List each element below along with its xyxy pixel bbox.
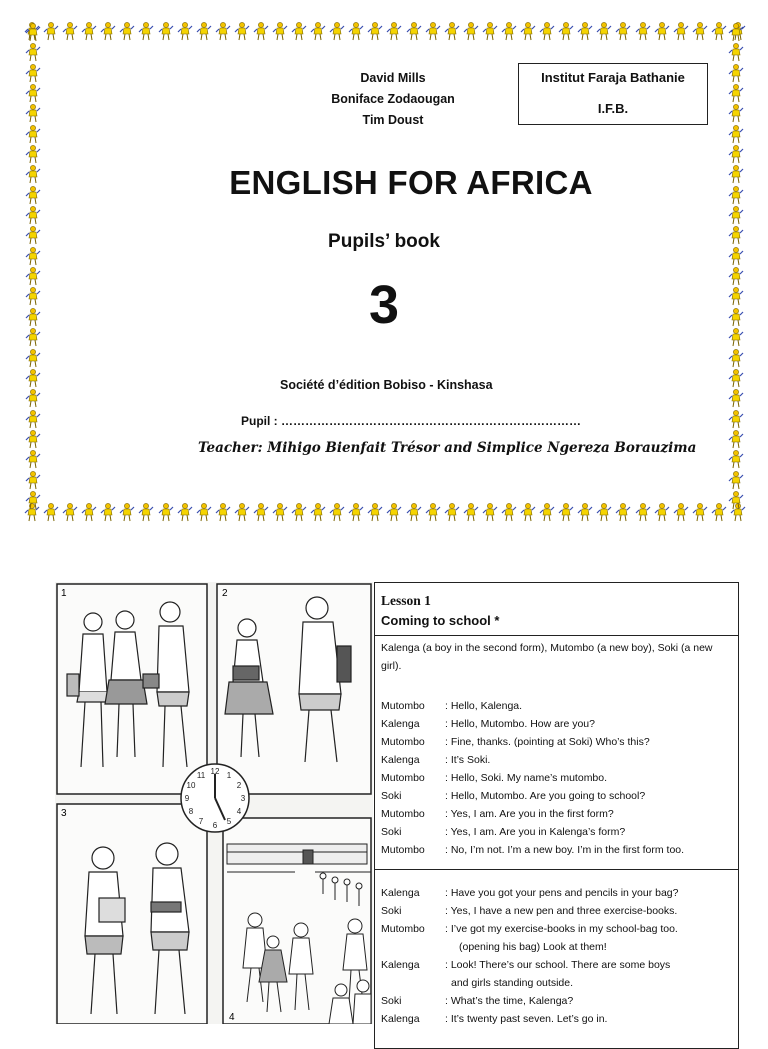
- dialogue-line: [381, 884, 732, 902]
- lesson-intro: Kalenga (a boy in the second form), Mutombo (a new boy), Soki (a new girl).: [381, 642, 713, 672]
- dialogue-section-1: [375, 636, 738, 870]
- border-ornament-icon: [25, 63, 41, 83]
- border-ornament-icon: [25, 205, 41, 225]
- speaker-name: Mutombo: [381, 923, 425, 935]
- border-ornament-icon: [596, 502, 612, 522]
- border-ornament-icon: [425, 21, 441, 41]
- speaker-name: Mutombo: [381, 844, 425, 856]
- dialogue-line: [381, 733, 732, 751]
- panel-number: 1: [61, 588, 67, 599]
- border-left: [25, 22, 43, 510]
- clock-numeral: 2: [236, 781, 242, 790]
- dialogue-1: [375, 697, 738, 859]
- author-name: David Mills: [360, 71, 426, 85]
- dialogue-text-main: : I’ve got my exercise-books in my school-bag too.: [445, 923, 678, 935]
- border-ornament-icon: [444, 21, 460, 41]
- border-ornament-icon: [406, 502, 422, 522]
- border-ornament-icon: [501, 21, 517, 41]
- border-ornament-icon: [25, 225, 41, 245]
- border-ornament-icon: [234, 21, 250, 41]
- border-ornament-icon: [482, 502, 498, 522]
- border-ornament-icon: [711, 502, 727, 522]
- border-ornament-icon: [539, 21, 555, 41]
- border-ornament-icon: [558, 21, 574, 41]
- dialogue-text: : Have you got your pens and pencils in your bag?: [445, 887, 679, 899]
- speaker-name: Kalenga: [381, 718, 420, 730]
- border-ornament-icon: [81, 502, 97, 522]
- border-ornament-icon: [367, 21, 383, 41]
- border-ornament-icon: [520, 21, 536, 41]
- speaker-name: Kalenga: [381, 959, 420, 971]
- speaker-name: Soki: [381, 905, 402, 917]
- border-ornament-icon: [728, 368, 744, 388]
- book-number: 3: [368, 275, 400, 335]
- dialogue-text: : No, I’m not. I’m a new boy. I’m in the first form too.: [445, 844, 685, 856]
- speaker-name: Mutombo: [381, 736, 425, 748]
- border-ornament-icon: [577, 21, 593, 41]
- speaker-name: Soki: [381, 995, 402, 1007]
- border-ornament-icon: [673, 502, 689, 522]
- border-ornament-icon: [25, 22, 41, 42]
- dialogue-line: [381, 787, 732, 805]
- dialogue-text: : Hello, Mutombo. How are you?: [445, 718, 595, 730]
- dialogue-text: : Fine, thanks. (pointing at Soki) Who’s this?: [445, 736, 650, 748]
- dialogue-2: [375, 884, 738, 1028]
- border-ornament-icon: [329, 502, 345, 522]
- border-ornament-icon: [635, 502, 651, 522]
- pupil-name-field: Pupil : …………………………………………………………………: [241, 414, 581, 428]
- dialogue-line: [381, 697, 732, 715]
- border-ornament-icon: [81, 21, 97, 41]
- lesson-number: Lesson 1: [381, 593, 431, 608]
- border-ornament-icon: [711, 21, 727, 41]
- border-ornament-icon: [501, 502, 517, 522]
- border-ornament-icon: [348, 21, 364, 41]
- lesson-header: [375, 583, 738, 636]
- border-ornament-icon: [728, 307, 744, 327]
- clock-numeral: 5: [226, 817, 232, 826]
- dialogue-line: [381, 920, 732, 956]
- border-ornament-icon: [673, 21, 689, 41]
- border-ornament-icon: [635, 21, 651, 41]
- dialogue-line: [381, 956, 732, 992]
- border-ornament-icon: [386, 21, 402, 41]
- border-ornament-icon: [253, 21, 269, 41]
- border-ornament-icon: [272, 21, 288, 41]
- border-ornament-icon: [692, 21, 708, 41]
- border-ornament-icon: [728, 246, 744, 266]
- border-ornament-icon: [25, 185, 41, 205]
- border-ornament-icon: [728, 449, 744, 469]
- border-ornament-icon: [158, 502, 174, 522]
- dialogue-text: : What’s the time, Kalenga?: [445, 995, 574, 1007]
- border-ornament-icon: [654, 21, 670, 41]
- border-ornament-icon: [596, 21, 612, 41]
- dialogue-text-continued: (opening his bag) Look at them!: [459, 941, 607, 953]
- dialogue-text: [445, 920, 732, 956]
- border-ornament-icon: [728, 327, 744, 347]
- clock-numeral: 4: [236, 807, 242, 816]
- border-ornament-icon: [177, 21, 193, 41]
- dialogue-text: : Yes, I am. Are you in the first form?: [445, 808, 614, 820]
- clock-numeral: 8: [188, 807, 194, 816]
- book-subtitle: Pupils’ book: [328, 231, 440, 252]
- speaker-name: Kalenga: [381, 754, 420, 766]
- border-ornament-icon: [654, 502, 670, 522]
- clock-numeral: 1: [226, 771, 232, 780]
- border-ornament-icon: [406, 21, 422, 41]
- border-ornament-icon: [25, 103, 41, 123]
- panel-number: 4: [229, 1012, 235, 1023]
- border-ornament-icon: [25, 368, 41, 388]
- border-ornament-icon: [25, 429, 41, 449]
- border-ornament-icon: [25, 266, 41, 286]
- border-ornament-icon: [25, 286, 41, 306]
- lesson-table: [374, 582, 739, 1049]
- cover-page: [46, 46, 722, 502]
- border-ornament-icon: [728, 225, 744, 245]
- dialogue-line: [381, 841, 732, 859]
- speaker-name: Kalenga: [381, 1013, 420, 1025]
- border-ornament-icon: [25, 348, 41, 368]
- border-ornament-icon: [43, 502, 59, 522]
- border-ornament-icon: [119, 502, 135, 522]
- border-bottom: [24, 502, 746, 524]
- border-ornament-icon: [520, 502, 536, 522]
- border-ornament-icon: [615, 502, 631, 522]
- border-ornament-icon: [177, 502, 193, 522]
- dialogue-text: [445, 956, 732, 992]
- speaker-name: Soki: [381, 790, 402, 802]
- border-ornament-icon: [25, 124, 41, 144]
- border-ornament-icon: [728, 42, 744, 62]
- border-ornament-icon: [62, 21, 78, 41]
- dialogue-line: [381, 805, 732, 823]
- border-ornament-icon: [728, 388, 744, 408]
- lesson-illustration: [55, 582, 373, 1024]
- speaker-name: Mutombo: [381, 808, 425, 820]
- border-ornament-icon: [43, 21, 59, 41]
- dialogue-line: [381, 769, 732, 787]
- border-ornament-icon: [272, 502, 288, 522]
- border-top: [24, 21, 746, 43]
- border-ornament-icon: [291, 21, 307, 41]
- border-ornament-icon: [100, 21, 116, 41]
- border-ornament-icon: [234, 502, 250, 522]
- dialogue-line: [381, 823, 732, 841]
- border-ornament-icon: [196, 21, 212, 41]
- border-ornament-icon: [728, 470, 744, 490]
- dialogue-text: : It’s Soki.: [445, 754, 491, 766]
- border-ornament-icon: [728, 124, 744, 144]
- border-ornament-icon: [25, 449, 41, 469]
- border-ornament-icon: [25, 490, 41, 510]
- border-ornament-icon: [692, 502, 708, 522]
- border-ornament-icon: [463, 21, 479, 41]
- border-ornament-icon: [25, 246, 41, 266]
- border-right: [728, 22, 746, 510]
- speaker-name: Mutombo: [381, 772, 425, 784]
- border-ornament-icon: [577, 502, 593, 522]
- border-ornament-icon: [728, 83, 744, 103]
- clock-numeral: 6: [212, 821, 218, 830]
- border-ornament-icon: [728, 144, 744, 164]
- dialogue-text: : Hello, Soki. My name’s mutombo.: [445, 772, 608, 784]
- border-ornament-icon: [728, 286, 744, 306]
- dialogue-text: : It’s twenty past seven. Let’s go in.: [445, 1013, 608, 1025]
- border-ornament-icon: [728, 409, 744, 429]
- border-ornament-icon: [728, 103, 744, 123]
- border-ornament-icon: [25, 83, 41, 103]
- border-ornament-icon: [310, 502, 326, 522]
- border-ornament-icon: [367, 502, 383, 522]
- border-ornament-icon: [215, 21, 231, 41]
- border-ornament-icon: [728, 348, 744, 368]
- author-name: Boniface Zodaougan: [331, 92, 455, 106]
- dialogue-section-2: [375, 870, 738, 1048]
- border-ornament-icon: [329, 21, 345, 41]
- speaker-name: Kalenga: [381, 887, 420, 899]
- dialogue-line: [381, 992, 732, 1010]
- author-name: Tim Doust: [362, 113, 424, 127]
- border-ornament-icon: [482, 21, 498, 41]
- border-ornament-icon: [728, 429, 744, 449]
- border-ornament-icon: [25, 470, 41, 490]
- dialogue-line: [381, 902, 732, 920]
- panel-number: 3: [61, 808, 67, 819]
- dialogue-line: [381, 715, 732, 733]
- book-title: ENGLISH FOR AFRICA: [229, 164, 593, 201]
- institute-name: Institut Faraja Bathanie: [541, 70, 685, 85]
- speaker-name: Mutombo: [381, 700, 425, 712]
- border-ornament-icon: [728, 490, 744, 510]
- dialogue-text-main: : Look! There’s our school. There are some boys: [445, 959, 671, 971]
- border-ornament-icon: [539, 502, 555, 522]
- clock-numeral: 9: [184, 794, 190, 803]
- border-ornament-icon: [444, 502, 460, 522]
- border-ornament-icon: [196, 502, 212, 522]
- border-ornament-icon: [386, 502, 402, 522]
- border-ornament-icon: [158, 21, 174, 41]
- border-ornament-icon: [119, 21, 135, 41]
- border-ornament-icon: [25, 388, 41, 408]
- clock-numeral: 12: [210, 767, 220, 776]
- authors-block: [303, 68, 483, 131]
- institute-box: [518, 63, 708, 125]
- dialogue-text: : Yes, I am. Are you in Kalenga’s form?: [445, 826, 626, 838]
- dialogue-text: : Hello, Kalenga.: [445, 700, 523, 712]
- border-ornament-icon: [100, 502, 116, 522]
- border-ornament-icon: [25, 307, 41, 327]
- border-ornament-icon: [215, 502, 231, 522]
- publisher: Société d’édition Bobiso - Kinshasa: [280, 378, 493, 392]
- clock-numeral: 11: [196, 771, 206, 780]
- border-ornament-icon: [25, 164, 41, 184]
- border-ornament-icon: [253, 502, 269, 522]
- lesson-title: Coming to school *: [381, 613, 500, 628]
- border-ornament-icon: [62, 502, 78, 522]
- speaker-name: Soki: [381, 826, 402, 838]
- border-ornament-icon: [558, 502, 574, 522]
- border-ornament-icon: [728, 63, 744, 83]
- border-ornament-icon: [291, 502, 307, 522]
- border-ornament-icon: [138, 502, 154, 522]
- border-ornament-icon: [310, 21, 326, 41]
- border-ornament-icon: [25, 42, 41, 62]
- clock-numeral: 3: [240, 794, 246, 803]
- border-ornament-icon: [425, 502, 441, 522]
- panel-number: 2: [222, 588, 228, 599]
- dialogue-line: [381, 751, 732, 769]
- border-ornament-icon: [463, 502, 479, 522]
- dialogue-line: [381, 1010, 732, 1028]
- border-ornament-icon: [615, 21, 631, 41]
- dialogue-text: : Yes, I have a new pen and three exercise-books.: [445, 905, 678, 917]
- border-ornament-icon: [348, 502, 364, 522]
- border-ornament-icon: [138, 21, 154, 41]
- institute-abbr: I.F.B.: [597, 101, 629, 116]
- dialogue-text: : Hello, Mutombo. Are you going to school?: [445, 790, 646, 802]
- border-ornament-icon: [728, 266, 744, 286]
- border-ornament-icon: [728, 22, 744, 42]
- teacher-line: Teacher: Mihigo Bienfait Trésor and Simplice Ngereza Borauzima: [198, 440, 697, 456]
- dialogue-text-continued: and girls standing outside.: [451, 977, 573, 989]
- border-ornament-icon: [25, 409, 41, 429]
- border-ornament-icon: [25, 327, 41, 347]
- clock-numeral: 10: [186, 781, 196, 790]
- border-ornament-icon: [728, 205, 744, 225]
- clock-numeral: 7: [198, 817, 204, 826]
- border-ornament-icon: [25, 144, 41, 164]
